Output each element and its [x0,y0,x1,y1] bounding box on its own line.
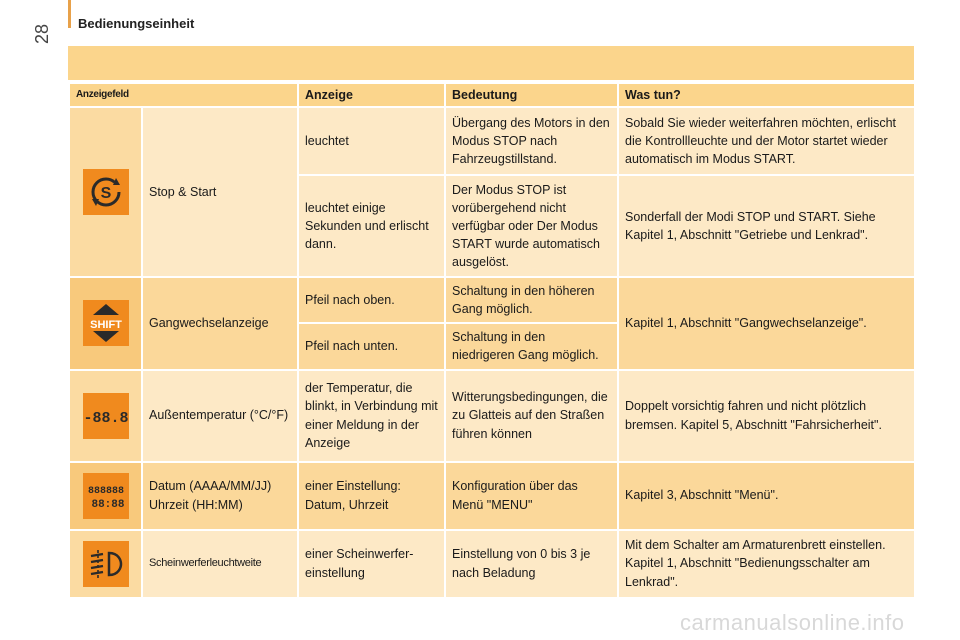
stop-start-icon [83,169,129,215]
meaning-cell: Witterungsbedingungen, die zu Glatteis auf den Straßen führen können [445,370,618,462]
indicator-label: Datum (AAAA/MM/JJ) Uhrzeit (HH:MM) [142,462,298,530]
column-header-action: Was tun? [618,83,915,107]
column-header-field: Anzeigefeld [69,83,298,107]
icon-cell [69,462,142,530]
display-cell: der Temperatur, die blinkt, in Verbindung mit einer Meldung in der Anzeige [298,370,445,462]
indicator-table-grid [68,82,916,599]
meaning-cell: Einstellung von 0 bis 3 je nach Beladung [445,530,618,598]
column-header-meaning: Bedeutung [445,83,618,107]
temperature-icon-text: -88.8 [82,409,129,427]
table-title-band [68,46,914,82]
table-row [69,530,915,598]
action-cell: Mit dem Schalter am Armaturenbrett einstellen. Kapitel 1, Abschnitt "Bedienungsschalter am Lenkrad". [618,530,915,598]
table-row [69,107,915,175]
indicator-table [68,46,914,599]
page-number: 28 [31,23,52,45]
meaning-cell: Übergang des Motors in den Modus STOP nach Fahrzeugstillstand. [445,107,618,175]
indicator-label: Gangwechselanzeige [142,277,298,370]
column-header-display: Anzeige [298,83,445,107]
time-icon-text: 88:88 [90,498,125,511]
action-cell: Doppelt vorsichtig fahren und nicht plötzlich bremsen. Kapitel 5, Abschnitt "Fahrsicherheit". [618,370,915,462]
table-row [69,462,915,530]
table-row [69,277,915,323]
display-cell: leuchtet [298,107,445,175]
meaning-cell: Konfiguration über das Menü "MENU" [445,462,618,530]
icon-cell [69,370,142,462]
headlamp-levelling-icon [83,541,129,587]
meaning-cell: Schaltung in den niedrigeren Gang möglich. [445,323,618,369]
shift-icon-text: SHIFT [89,319,122,332]
indicator-label: Außentemperatur (°C/°F) [142,370,298,462]
date-time-display-icon [83,473,129,519]
meaning-cell: Der Modus STOP ist vorübergehend nicht verfügbar oder Der Modus START wurde automatisch ausgelöst. [445,175,618,277]
section-title: Bedienungseinheit [78,16,195,31]
indicator-label: Stop & Start [142,107,298,277]
shift-indicator-icon [83,300,129,346]
date-icon-text: 888888 [87,485,124,497]
header-accent-bar [68,0,71,28]
meaning-cell: Schaltung in den höheren Gang möglich. [445,277,618,323]
svg-text:S: S [100,185,111,202]
icon-cell [69,277,142,370]
action-cell: Sonderfall der Modi STOP und START. Siehe Kapitel 1, Abschnitt "Getriebe und Lenkrad". [618,175,915,277]
icon-cell [69,107,142,277]
display-cell: einer Scheinwerfer-einstellung [298,530,445,598]
table-header-row [69,83,915,107]
display-cell: Pfeil nach unten. [298,323,445,369]
action-cell: Kapitel 3, Abschnitt "Menü". [618,462,915,530]
action-cell: Sobald Sie wieder weiterfahren möchten, erlischt die Kontrollleuchte und der Motor startet wieder automatisch im Modus START. [618,107,915,175]
action-cell: Kapitel 1, Abschnitt "Gangwechselanzeige". [618,277,915,370]
icon-cell [69,530,142,598]
indicator-label: Scheinwerferleuchtweite [142,530,298,598]
temperature-display-icon [83,393,129,439]
display-cell: leuchtet einige Sekunden und erlischt dann. [298,175,445,277]
watermark: carmanualsonline.info [680,610,905,635]
table-row [69,370,915,462]
display-cell: einer Einstellung: Datum, Uhrzeit [298,462,445,530]
display-cell: Pfeil nach oben. [298,277,445,323]
